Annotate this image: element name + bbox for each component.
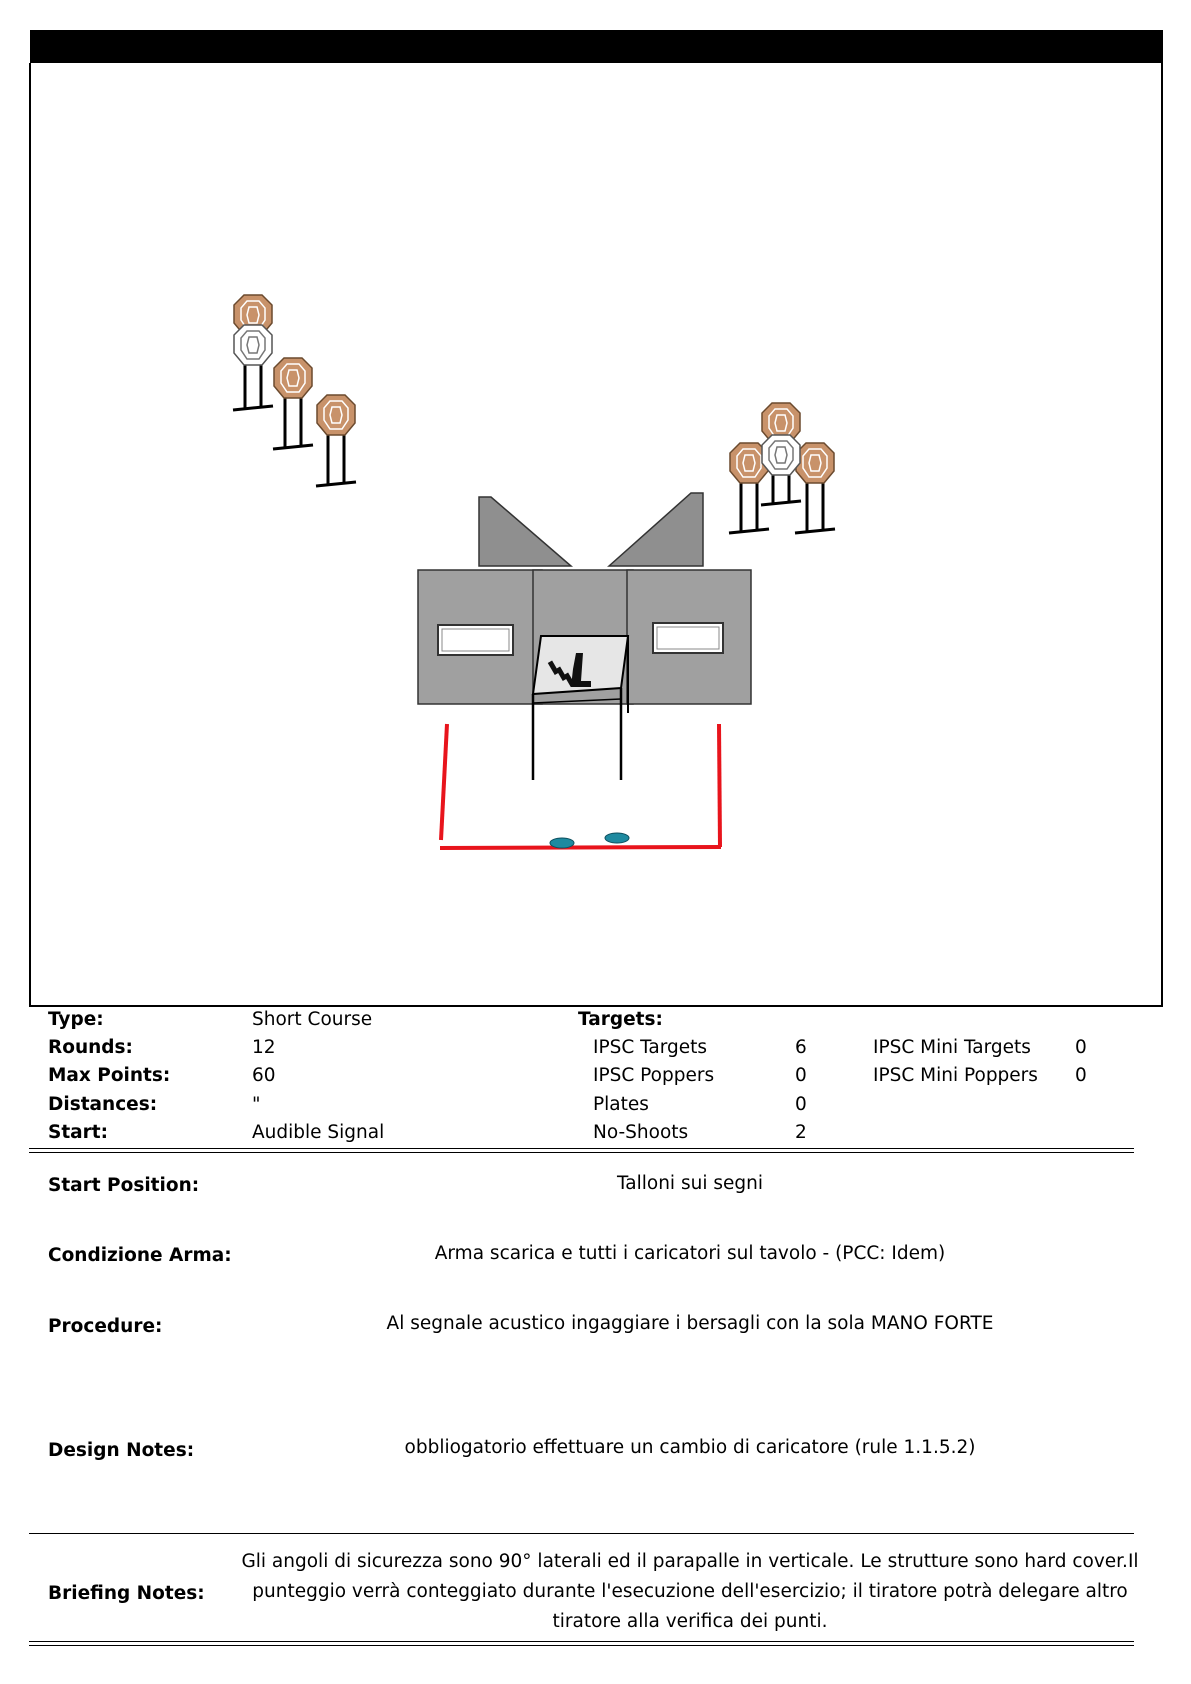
- condizione-arma-label: Condizione Arma:: [48, 1245, 232, 1266]
- procedure-label: Procedure:: [48, 1316, 163, 1337]
- start-label: Start:: [48, 1122, 109, 1143]
- ipsc-targets-value: 6: [795, 1037, 807, 1058]
- plates-label: Plates: [593, 1094, 649, 1115]
- briefing-notes-label: Briefing Notes:: [48, 1583, 205, 1604]
- briefing-divider-top: [29, 1533, 1134, 1534]
- start-position-text: Talloni sui segni: [617, 1173, 763, 1194]
- max-points-value: 60: [252, 1065, 276, 1086]
- info-divider: [29, 1148, 1134, 1153]
- ipsc-mini-targets-value: 0: [1075, 1037, 1087, 1058]
- briefing-notes-line-1: Gli angoli di sicurezza sono 90° laterali ed il parapalle in verticale. Le strutture sono hard cover.Il: [241, 1551, 1139, 1572]
- ipsc-target: [317, 395, 355, 435]
- plates-value: 0: [795, 1094, 807, 1115]
- distances-label: Distances:: [48, 1094, 158, 1115]
- targets-heading: Targets:: [578, 1009, 663, 1030]
- type-label: Type:: [48, 1009, 104, 1030]
- stage-drawing: [31, 63, 1165, 1007]
- ipsc-mini-poppers-label: IPSC Mini Poppers: [873, 1065, 1038, 1086]
- angled-walls: [479, 493, 703, 566]
- ipsc-poppers-label: IPSC Poppers: [593, 1065, 715, 1086]
- briefing-notes-line-3: tiratore alla verifica dei punti.: [552, 1611, 828, 1632]
- ipsc-targets-label: IPSC Targets: [593, 1037, 708, 1058]
- condizione-arma-text: Arma scarica e tutti i caricatori sul tavolo - (PCC: Idem): [434, 1243, 946, 1264]
- ipsc-target: [274, 358, 312, 398]
- design-notes-text: obbliogatorio effettuare un cambio di caricatore (rule 1.1.5.2): [404, 1437, 976, 1458]
- ipsc-mini-poppers-value: 0: [1075, 1065, 1087, 1086]
- no-shoot-target: [762, 435, 800, 475]
- max-points-label: Max Points:: [48, 1065, 171, 1086]
- header-bar: [30, 30, 1163, 64]
- bottom-divider: [29, 1641, 1134, 1646]
- right-target-group: [729, 403, 835, 533]
- ipsc-poppers-value: 0: [795, 1065, 807, 1086]
- type-value: Short Course: [252, 1009, 373, 1030]
- no-shoot-target: [234, 325, 272, 365]
- table: [533, 636, 628, 780]
- ipsc-mini-targets-label: IPSC Mini Targets: [873, 1037, 1031, 1058]
- rounds-value: 12: [252, 1037, 276, 1058]
- no-shoots-label: No-Shoots: [593, 1122, 689, 1143]
- distances-value: ": [252, 1094, 261, 1115]
- start-value: Audible Signal: [252, 1122, 385, 1143]
- rounds-label: Rounds:: [48, 1037, 133, 1058]
- design-notes-label: Design Notes:: [48, 1440, 195, 1461]
- stage-diagram: [29, 63, 1163, 1007]
- briefing-notes-line-2: punteggio verrà conteggiato durante l'esecuzione dell'esercizio; il tiratore potrà delegare altro: [252, 1581, 1128, 1602]
- left-target-group: [233, 295, 356, 486]
- start-position-label: Start Position:: [48, 1175, 200, 1196]
- fault-lines: [440, 724, 721, 848]
- no-shoots-value: 2: [795, 1122, 807, 1143]
- ipsc-target: [796, 443, 834, 483]
- procedure-text: Al segnale acustico ingaggiare i bersagli con la sola MANO FORTE: [386, 1313, 994, 1334]
